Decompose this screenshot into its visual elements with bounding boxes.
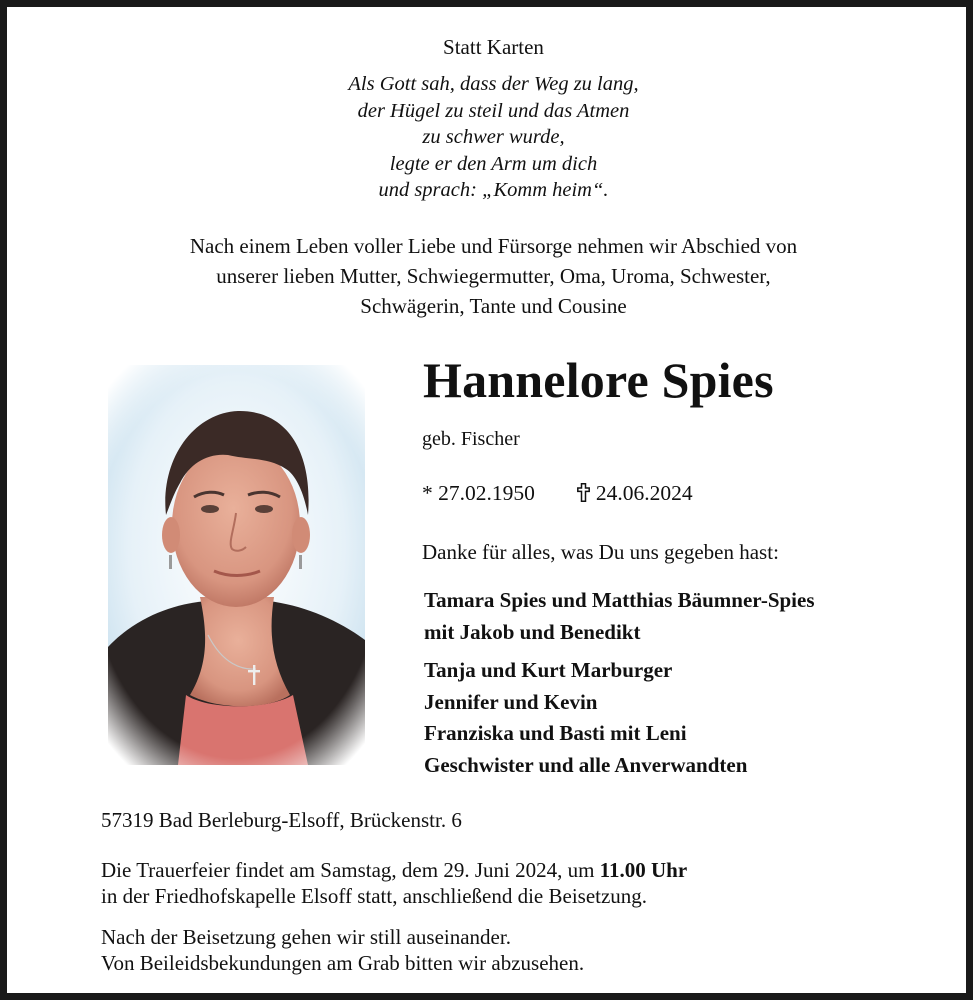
mourner-line: Geschwister und alle Anverwandten — [424, 752, 748, 777]
intro-line: Schwägerin, Tante und Cousine — [360, 294, 627, 318]
closing-line: Von Beileidsbekundungen am Grab bitten wir abzusehen. — [101, 951, 585, 975]
intro-text — [7, 231, 973, 321]
portrait-photo — [108, 365, 365, 765]
service-line: in der Friedhofskapelle Elsoff statt, anschließend die Beisetzung. — [101, 884, 648, 908]
service-info — [101, 857, 687, 909]
service-line — [101, 857, 687, 883]
header-statt-karten: Statt Karten — [443, 35, 544, 59]
mourner-line: Jennifer und Kevin — [424, 689, 598, 714]
maiden-name: geb. Fischer — [422, 428, 520, 450]
mourner-line: mit Jakob und Benedikt — [424, 619, 641, 644]
intro-line: unserer lieben Mutter, Schwiegermutter, Oma, Uroma, Schwester, — [216, 264, 771, 288]
poem-line: Als Gott sah, dass der Weg zu lang, — [348, 73, 639, 95]
poem-line: und sprach: „Komm heim“. — [378, 179, 609, 201]
death-date: 24.06.2024 — [595, 481, 693, 505]
poem — [7, 71, 973, 204]
address: 57319 Bad Berleburg-Elsoff, Brückenstr. 6 — [101, 808, 462, 832]
closing-line: Nach der Beisetzung gehen wir still auseinander. — [101, 925, 511, 949]
mourner-line: Tamara Spies und Matthias Bäumner-Spies — [424, 588, 815, 612]
service-time: 11.00 Uhr — [599, 858, 688, 882]
deceased-name: Hannelore Spies — [423, 352, 774, 408]
poem-line: der Hügel zu steil und das Atmen — [357, 99, 630, 122]
intro-line: Nach einem Leben voller Liebe und Fürsorge nehmen wir Abschied von — [189, 234, 798, 258]
closing-notes — [101, 924, 584, 976]
poem-line: zu schwer wurde, — [422, 126, 565, 148]
cross-icon — [577, 483, 590, 508]
death-date-group — [577, 481, 693, 505]
thanks-line: Danke für alles, was Du uns gegeben hast: — [422, 540, 779, 564]
mourners-list — [424, 585, 815, 781]
mourner-line: Franziska und Basti mit Leni — [424, 721, 687, 745]
service-date-text: Die Trauerfeier findet am Samstag, dem 29. Juni 2024, um — [101, 858, 600, 882]
birth-date: * 27.02.1950 — [422, 481, 535, 505]
poem-line: legte er den Arm um dich — [389, 152, 598, 175]
life-dates — [422, 481, 693, 508]
mourner-line: Tanja und Kurt Marburger — [424, 658, 673, 682]
